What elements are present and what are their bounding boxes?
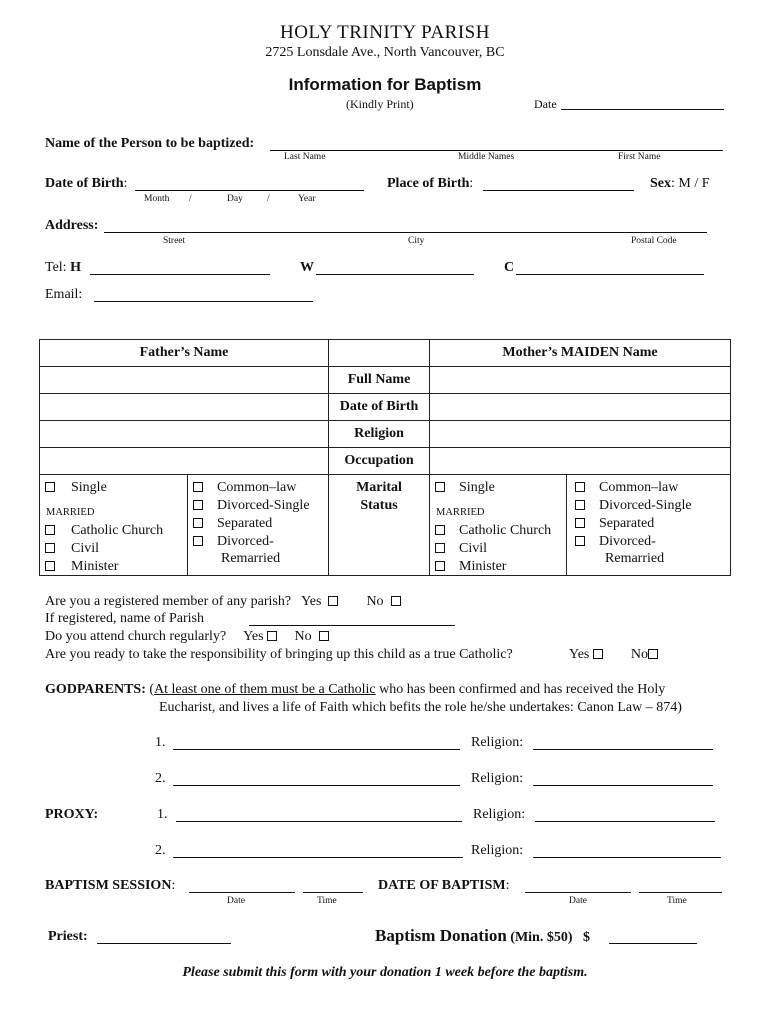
godparent-2-number: 2. — [155, 771, 166, 786]
tel-cell-field[interactable] — [516, 274, 704, 275]
option-divorced-single: Divorced-Single — [599, 498, 692, 513]
option-remarried-cont: Remarried — [605, 551, 665, 566]
pob-label: Place of Birth: — [387, 176, 474, 191]
option-divorced-single: Divorced-Single — [217, 498, 310, 513]
mother-marital-right — [567, 475, 731, 576]
first-name-sublabel: First Name — [618, 152, 661, 162]
checkbox[interactable] — [435, 525, 445, 535]
submission-note: Please submit this form with your donation 1 week before the baptism. — [182, 965, 588, 980]
priest-field[interactable] — [97, 943, 231, 944]
session-date-field[interactable] — [189, 892, 295, 893]
proxy-1-name-field[interactable] — [176, 821, 462, 822]
proxy-label: PROXY: — [45, 807, 99, 822]
parents-table — [39, 339, 731, 576]
parish-address: 2725 Lonsdale Ave., North Vancouver, BC — [265, 45, 505, 60]
session-time-sublabel: Time — [317, 896, 337, 906]
godparents-requirement: GODPARENTS: (At least one of them must be a Catholic who has been confirmed and has received the Holy — [45, 682, 666, 697]
proxy-1-religion-label: Religion: — [473, 807, 526, 822]
option-divorced-remarried: Divorced- — [217, 534, 274, 549]
godparent-2-religion-label: Religion: — [471, 771, 524, 786]
row-label-religion: Religion — [329, 421, 430, 448]
question-attend-church: Do you attend church regularly? Yes No — [45, 629, 329, 645]
true-catholic-options: Yes No — [569, 647, 658, 663]
city-sublabel: City — [408, 236, 425, 246]
baptism-date-sublabel: Date — [569, 896, 587, 906]
option-catholic-church: Catholic Church — [71, 523, 164, 538]
father-religion-cell[interactable] — [40, 421, 329, 448]
option-separated: Separated — [599, 516, 655, 531]
no-checkbox[interactable] — [319, 631, 329, 641]
yes-checkbox[interactable] — [267, 631, 277, 641]
mother-full-name-cell[interactable] — [430, 367, 731, 394]
checkbox[interactable] — [193, 536, 203, 546]
godparents-requirement-line2: Eucharist, and lives a life of Faith which befits the role he/she undertakes: Canon Law – 874) — [159, 700, 682, 715]
tel-label: Tel: H — [45, 260, 81, 275]
pob-field[interactable] — [483, 190, 634, 191]
baptized-name-field[interactable] — [270, 150, 723, 151]
kindly-print-note: (Kindly Print) — [346, 97, 414, 111]
tel-work-field[interactable] — [316, 274, 474, 275]
proxy-2-religion-label: Religion: — [471, 843, 524, 858]
baptism-session-label: BAPTISM SESSION: — [45, 878, 176, 893]
date-field[interactable] — [561, 109, 724, 110]
last-name-sublabel: Last Name — [284, 152, 326, 162]
row-label-full-name: Full Name — [329, 367, 430, 394]
option-minister: Minister — [459, 559, 507, 574]
option-divorced-remarried: Divorced- — [599, 534, 656, 549]
mother-occupation-cell[interactable] — [430, 448, 731, 475]
proxy-1-number: 1. — [157, 807, 168, 822]
baptism-time-field[interactable] — [639, 892, 722, 893]
checkbox[interactable] — [575, 536, 585, 546]
question-registered-member: Are you a registered member of any parish? Yes No — [45, 594, 401, 610]
checkbox[interactable] — [435, 561, 445, 571]
checkbox[interactable] — [435, 482, 445, 492]
dob-field[interactable] — [135, 190, 364, 191]
married-label: MARRIED — [46, 507, 95, 518]
baptism-date-field[interactable] — [525, 892, 631, 893]
parish-name-field[interactable] — [249, 625, 455, 626]
checkbox[interactable] — [575, 500, 585, 510]
tel-home-field[interactable] — [90, 274, 270, 275]
blank-header-cell — [329, 340, 430, 367]
email-label: Email: — [45, 287, 83, 302]
father-marital-right — [188, 475, 329, 576]
middle-names-sublabel: Middle Names — [458, 152, 515, 162]
parish-name: HOLY TRINITY PARISH — [280, 22, 490, 43]
row-label-dob: Date of Birth — [329, 394, 430, 421]
mother-marital-left — [430, 475, 567, 576]
godparent-1-religion-field[interactable] — [533, 749, 713, 750]
yes-checkbox[interactable] — [328, 596, 338, 606]
mother-dob-cell[interactable] — [430, 394, 731, 421]
checkbox[interactable] — [45, 561, 55, 571]
option-remarried-cont: Remarried — [221, 551, 281, 566]
checkbox[interactable] — [193, 518, 203, 528]
option-civil: Civil — [459, 541, 488, 556]
dob-label: Date of Birth: — [45, 176, 128, 191]
checkbox[interactable] — [45, 543, 55, 553]
option-single: Single — [459, 480, 495, 495]
address-field[interactable] — [104, 232, 707, 233]
tel-work-label: W — [300, 260, 314, 275]
checkbox[interactable] — [435, 543, 445, 553]
mother-religion-cell[interactable] — [430, 421, 731, 448]
question-parish-name: If registered, name of Parish — [45, 611, 204, 626]
proxy-2-religion-field[interactable] — [533, 857, 721, 858]
date-label: Date — [534, 97, 557, 111]
no-checkbox[interactable] — [648, 649, 658, 659]
option-minister: Minister — [71, 559, 119, 574]
option-common-law: Common–law — [217, 480, 297, 495]
option-civil: Civil — [71, 541, 100, 556]
father-full-name-cell[interactable] — [40, 367, 329, 394]
godparent-1-religion-label: Religion: — [471, 735, 524, 750]
priest-label: Priest: — [48, 929, 88, 944]
date-of-baptism-label: DATE OF BAPTISM: — [378, 878, 510, 893]
status-label: Status — [360, 498, 398, 513]
dob-slash: / — [189, 194, 192, 204]
option-separated: Separated — [217, 516, 273, 531]
option-catholic-church: Catholic Church — [459, 523, 552, 538]
question-true-catholic: Are you ready to take the responsibility of bringing up this child as a true Catholic? — [45, 647, 513, 662]
proxy-2-number: 2. — [155, 843, 166, 858]
donation-amount-field[interactable] — [609, 943, 697, 944]
proxy-2-name-field[interactable] — [173, 857, 463, 858]
baptized-name-label: Name of the Person to be baptized: — [45, 136, 255, 151]
dob-year-sublabel: Year — [298, 194, 316, 204]
no-checkbox[interactable] — [391, 596, 401, 606]
proxy-1-religion-field[interactable] — [535, 821, 715, 822]
street-sublabel: Street — [163, 236, 186, 246]
checkbox[interactable] — [45, 525, 55, 535]
session-date-sublabel: Date — [227, 896, 245, 906]
father-marital-left — [40, 475, 188, 576]
address-label: Address: — [45, 218, 99, 233]
sex-field[interactable]: Sex: M / F — [650, 176, 710, 191]
form-title: Information for Baptism — [288, 75, 482, 94]
checkbox[interactable] — [575, 518, 585, 528]
row-label-occupation: Occupation — [329, 448, 430, 475]
checkbox[interactable] — [575, 482, 585, 492]
checkbox[interactable] — [45, 482, 55, 492]
option-common-law: Common–law — [599, 480, 679, 495]
yes-checkbox[interactable] — [593, 649, 603, 659]
godparent-2-name-field[interactable] — [173, 785, 460, 786]
dob-slash: / — [267, 194, 270, 204]
checkbox[interactable] — [193, 500, 203, 510]
option-single: Single — [71, 480, 107, 495]
dob-day-sublabel: Day — [227, 194, 243, 204]
baptism-time-sublabel: Time — [667, 896, 687, 906]
father-name-header: Father’s Name — [40, 340, 329, 367]
tel-cell-label: C — [504, 260, 515, 275]
marital-label: Marital — [356, 480, 402, 495]
mother-name-header: Mother’s MAIDEN Name — [430, 340, 731, 367]
email-field[interactable] — [94, 301, 313, 302]
godparent-1-name-field[interactable] — [173, 749, 460, 750]
father-occupation-cell[interactable] — [40, 448, 329, 475]
married-label: MARRIED — [436, 507, 485, 518]
checkbox[interactable] — [193, 482, 203, 492]
godparent-1-number: 1. — [155, 735, 166, 750]
session-time-field[interactable] — [303, 892, 363, 893]
marital-status-label-cell — [329, 475, 430, 576]
postal-code-sublabel: Postal Code — [631, 236, 677, 246]
godparent-2-religion-field[interactable] — [533, 785, 713, 786]
father-dob-cell[interactable] — [40, 394, 329, 421]
dob-month-sublabel: Month — [144, 194, 170, 204]
donation-label: Baptism Donation (Min. $50) $ — [375, 926, 590, 945]
